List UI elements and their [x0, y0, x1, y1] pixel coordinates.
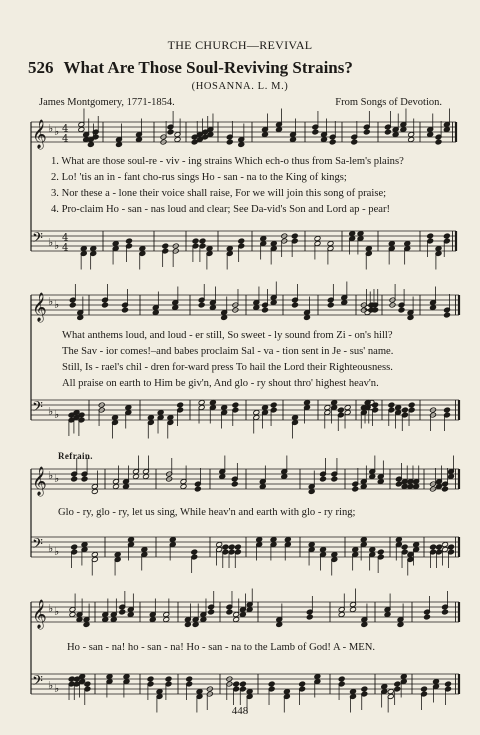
note-head-icon — [123, 674, 130, 680]
note-head-icon — [198, 302, 205, 308]
note-head-icon — [395, 405, 402, 411]
bass-clef-icon: 𝄢 — [32, 399, 43, 419]
note-head-icon — [395, 537, 402, 543]
flat-sign-icon: ♭ — [48, 236, 54, 249]
time-signature-icon: 4 — [62, 232, 69, 244]
note-head-icon — [226, 609, 233, 615]
lyric-verse-2-system-1: 2. Lo! 'tis an in - fant cho-rus sings Ho - san - na to the King of kings; — [51, 172, 347, 183]
note-head-icon — [253, 410, 260, 416]
note-head-icon — [304, 400, 311, 406]
note-head-icon — [442, 542, 449, 548]
note-head-icon — [90, 246, 97, 252]
note-head-icon — [91, 489, 98, 495]
note-head-icon — [116, 142, 123, 148]
note-head-icon — [281, 474, 288, 480]
note-head-icon — [184, 622, 191, 628]
note-head-icon — [401, 484, 408, 490]
note-head-icon — [351, 139, 358, 145]
note-head-icon — [77, 315, 84, 321]
lyric-refrain-system-4: Ho - san - na! ho - san - na! Ho - san - na to the Lamb of God! A - MEN. — [67, 642, 376, 653]
note-head-icon — [226, 139, 233, 145]
note-head-icon — [276, 127, 283, 133]
note-head-icon — [369, 547, 376, 553]
note-head-icon — [157, 410, 164, 416]
time-signature-icon: 4 — [62, 123, 69, 135]
note-head-icon — [239, 681, 246, 687]
treble-clef-icon: 𝄞 — [32, 119, 47, 148]
note-head-icon — [177, 402, 184, 408]
note-head-icon — [206, 246, 213, 252]
bass-clef-icon: 𝄢 — [32, 673, 43, 693]
note-head-icon — [152, 310, 159, 316]
note-head-icon — [222, 544, 229, 550]
note-head-icon — [349, 231, 356, 237]
bass-clef-icon: 𝄢 — [32, 230, 43, 250]
note-head-icon — [276, 622, 283, 628]
note-head-icon — [233, 681, 240, 687]
flat-sign-icon: ♭ — [48, 122, 54, 135]
lyric-verse-1-system-2: What anthems loud, and loud - er still, So sweet - ly sound from Zi - on's hill? — [62, 330, 393, 341]
note-head-icon — [167, 129, 174, 135]
note-head-icon — [369, 474, 376, 480]
note-head-icon — [71, 544, 78, 550]
flat-sign-icon: ♭ — [54, 125, 60, 138]
note-head-icon — [400, 674, 407, 680]
flat-sign-icon: ♭ — [54, 408, 60, 421]
note-head-icon — [331, 552, 338, 558]
note-head-icon — [442, 486, 449, 492]
note-head-icon — [232, 402, 239, 408]
note-head-icon — [246, 689, 253, 695]
note-head-icon — [365, 246, 372, 252]
note-head-icon — [350, 689, 357, 695]
note-head-icon — [80, 246, 87, 252]
note-head-icon — [143, 474, 150, 480]
hymn-number: 526 — [28, 58, 54, 77]
note-head-icon — [413, 542, 420, 548]
note-head-icon — [377, 549, 384, 555]
note-head-icon — [350, 607, 357, 613]
note-head-icon — [209, 400, 216, 406]
note-head-icon — [268, 681, 275, 687]
note-head-icon — [81, 476, 88, 482]
note-head-icon — [430, 305, 437, 311]
note-head-icon — [71, 476, 78, 482]
note-head-icon — [246, 607, 253, 613]
note-head-icon — [76, 617, 83, 623]
refrain-label: Refrain. — [58, 451, 93, 461]
note-head-icon — [433, 679, 440, 685]
note-head-icon — [149, 617, 156, 623]
note-head-icon — [424, 614, 431, 620]
note-head-icon — [156, 689, 163, 695]
note-head-icon — [444, 407, 451, 413]
note-head-icon — [443, 233, 450, 239]
note-head-icon — [270, 537, 277, 543]
note-head-icon — [199, 238, 206, 244]
note-head-icon — [387, 689, 394, 695]
note-head-icon — [427, 233, 434, 239]
note-head-icon — [338, 612, 345, 618]
note-head-icon — [308, 489, 315, 495]
note-head-icon — [239, 612, 246, 618]
note-head-icon — [363, 129, 370, 135]
note-head-icon — [290, 137, 297, 143]
note-head-icon — [407, 484, 414, 490]
note-head-icon — [196, 689, 203, 695]
note-head-icon — [79, 674, 86, 680]
note-head-icon — [421, 686, 428, 692]
note-head-icon — [408, 402, 415, 408]
note-head-icon — [198, 400, 205, 406]
note-head-icon — [324, 405, 331, 411]
note-head-icon — [208, 609, 215, 615]
note-head-icon — [192, 238, 199, 244]
note-head-icon — [69, 612, 76, 618]
note-head-icon — [321, 137, 328, 143]
note-head-icon — [308, 542, 315, 548]
note-head-icon — [110, 617, 117, 623]
time-signature-icon: 4 — [62, 133, 69, 145]
note-head-icon — [270, 241, 277, 247]
note-head-icon — [357, 231, 364, 237]
note-head-icon — [448, 544, 455, 550]
note-head-icon — [430, 544, 437, 550]
note-head-icon — [102, 617, 109, 623]
note-head-icon — [299, 681, 306, 687]
note-head-icon — [320, 476, 327, 482]
flat-sign-icon: ♭ — [54, 605, 60, 618]
note-head-icon — [194, 486, 201, 492]
note-head-icon — [283, 689, 290, 695]
music-source-credit: From Songs of Devotion. — [335, 97, 442, 108]
note-head-icon — [162, 243, 169, 249]
flat-sign-icon: ♭ — [54, 545, 60, 558]
note-head-icon — [78, 127, 85, 133]
tune-name: (HOSANNA. L. M.) — [191, 81, 289, 92]
note-head-icon — [361, 622, 368, 628]
note-head-icon — [341, 300, 348, 306]
note-head-icon — [87, 142, 94, 148]
note-head-icon — [400, 127, 407, 133]
note-head-icon — [331, 400, 338, 406]
note-head-icon — [262, 132, 269, 138]
note-head-icon — [292, 415, 299, 421]
note-head-icon — [262, 307, 269, 313]
lyric-refrain-system-3: Glo - ry, glo - ry, let us sing, While heav'n and earth with glo - ry ring; — [58, 507, 356, 518]
note-head-icon — [312, 129, 319, 135]
note-head-icon — [304, 315, 311, 321]
note-head-icon — [147, 415, 154, 421]
note-head-icon — [314, 674, 321, 680]
note-head-icon — [102, 302, 109, 308]
note-head-icon — [448, 474, 455, 480]
note-head-icon — [384, 129, 391, 135]
note-head-icon — [292, 302, 299, 308]
note-head-icon — [413, 484, 420, 490]
note-head-icon — [394, 681, 401, 687]
note-head-icon — [337, 407, 344, 413]
note-head-icon — [231, 481, 238, 487]
note-head-icon — [427, 132, 434, 138]
note-head-icon — [327, 241, 334, 247]
note-head-icon — [126, 238, 133, 244]
note-head-icon — [344, 405, 351, 411]
lyric-verse-3-system-2: Still, Is - rael's chil - dren for-ward press To hail the Lord their Righteousness. — [62, 362, 393, 373]
note-head-icon — [139, 246, 146, 252]
note-head-icon — [119, 609, 126, 615]
flat-sign-icon: ♭ — [48, 469, 54, 482]
note-head-icon — [169, 537, 176, 543]
treble-clef-icon: 𝄞 — [32, 292, 47, 321]
note-head-icon — [444, 312, 451, 318]
note-head-icon — [435, 246, 442, 252]
note-head-icon — [128, 537, 135, 543]
note-head-icon — [106, 674, 113, 680]
note-head-icon — [192, 622, 199, 628]
note-head-icon — [174, 137, 181, 143]
note-head-icon — [401, 407, 408, 413]
note-head-icon — [331, 476, 338, 482]
treble-clef-icon: 𝄞 — [32, 599, 47, 628]
note-head-icon — [284, 537, 291, 543]
author-credit: James Montgomery, 1771-1854. — [39, 97, 175, 108]
note-head-icon — [372, 402, 379, 408]
note-head-icon — [209, 305, 216, 311]
treble-clef-icon: 𝄞 — [32, 466, 47, 495]
note-head-icon — [401, 544, 408, 550]
note-head-icon — [147, 676, 154, 682]
note-head-icon — [165, 676, 172, 682]
note-head-icon — [361, 686, 368, 692]
note-head-icon — [114, 552, 121, 558]
flat-sign-icon: ♭ — [48, 542, 54, 555]
note-head-icon — [260, 236, 267, 242]
note-head-icon — [338, 676, 345, 682]
note-head-icon — [360, 537, 367, 543]
note-head-icon — [314, 236, 321, 242]
note-head-icon — [360, 484, 367, 490]
note-head-icon — [407, 315, 414, 321]
note-head-icon — [404, 241, 411, 247]
note-head-icon — [172, 305, 179, 311]
note-head-icon — [122, 307, 129, 313]
note-head-icon — [226, 246, 233, 252]
note-head-icon — [398, 307, 405, 313]
flat-sign-icon: ♭ — [48, 679, 54, 692]
note-head-icon — [83, 622, 90, 628]
note-head-icon — [395, 481, 402, 487]
note-head-icon — [133, 474, 140, 480]
note-head-icon — [233, 617, 240, 623]
note-head-icon — [91, 552, 98, 558]
note-head-icon — [69, 302, 76, 308]
note-head-icon — [306, 614, 313, 620]
note-head-icon — [219, 474, 226, 480]
note-head-icon — [112, 241, 119, 247]
note-head-icon — [270, 402, 277, 408]
note-head-icon — [388, 402, 395, 408]
note-head-icon — [262, 405, 269, 411]
lyric-verse-2-system-2: The Sav - ior comes!–and babes proclaim Sal - va - tion sent in Je - sus' name. — [62, 346, 394, 357]
lyric-verse-3-system-1: 3. Nor these a - lone their voice shall raise, For we will join this song of praise; — [51, 188, 387, 199]
note-head-icon — [408, 137, 415, 143]
hymn-title: What Are Those Soul-Reviving Strains? — [63, 58, 353, 77]
flat-sign-icon: ♭ — [48, 602, 54, 615]
note-head-icon — [320, 547, 327, 553]
note-head-icon — [270, 300, 277, 306]
note-head-icon — [352, 547, 359, 553]
note-head-icon — [407, 552, 414, 558]
note-head-icon — [381, 684, 388, 690]
bass-clef-icon: 𝄢 — [32, 536, 43, 556]
note-head-icon — [238, 238, 245, 244]
note-head-icon — [234, 544, 241, 550]
note-head-icon — [81, 542, 88, 548]
note-head-icon — [167, 415, 174, 421]
flat-sign-icon: ♭ — [54, 239, 60, 252]
flat-sign-icon: ♭ — [54, 472, 60, 485]
note-head-icon — [186, 676, 193, 682]
note-head-icon — [125, 405, 132, 411]
note-head-icon — [436, 544, 443, 550]
note-head-icon — [228, 544, 235, 550]
note-head-icon — [112, 415, 119, 421]
note-head-icon — [392, 132, 399, 138]
note-head-icon — [377, 479, 384, 485]
flat-sign-icon: ♭ — [54, 298, 60, 311]
note-head-icon — [221, 315, 228, 321]
note-head-icon — [113, 484, 120, 490]
note-head-icon — [216, 542, 223, 548]
note-head-icon — [445, 681, 452, 687]
note-head-icon — [256, 537, 263, 543]
note-head-icon — [291, 233, 298, 239]
note-head-icon — [141, 547, 148, 553]
note-head-icon — [221, 405, 228, 411]
note-head-icon — [259, 484, 266, 490]
note-head-icon — [443, 127, 450, 133]
note-head-icon — [127, 612, 134, 618]
note-head-icon — [329, 139, 336, 145]
time-signature-icon: 4 — [62, 242, 69, 254]
flat-sign-icon: ♭ — [48, 405, 54, 418]
note-head-icon — [442, 609, 449, 615]
note-head-icon — [327, 302, 334, 308]
note-head-icon — [136, 137, 143, 143]
note-head-icon — [397, 622, 404, 628]
page-number: 448 — [231, 705, 249, 717]
note-head-icon — [123, 484, 130, 490]
flat-sign-icon: ♭ — [48, 295, 54, 308]
flat-sign-icon: ♭ — [54, 682, 60, 695]
note-head-icon — [384, 612, 391, 618]
note-head-icon — [180, 484, 187, 490]
lyric-verse-1-system-1: 1. What are those soul-re - viv - ing strains Which ech-o thus from Sa-lem's plains? — [51, 156, 404, 167]
section-heading: THE CHURCH—REVIVAL — [167, 38, 313, 52]
note-head-icon — [435, 139, 442, 145]
note-head-icon — [238, 142, 245, 148]
note-head-icon — [253, 305, 260, 311]
note-head-icon — [352, 486, 359, 492]
note-head-icon — [200, 617, 207, 623]
note-head-icon — [388, 241, 395, 247]
lyric-verse-4-system-1: 4. Pro-claim Ho - san - nas loud and clear; See Da-vid's Son and Lord ap - pear! — [51, 204, 391, 215]
lyric-verse-4-system-2: All praise on earth to Him be giv'n, And glo - ry shout thro' highest heav'n. — [62, 378, 379, 389]
note-head-icon — [191, 549, 198, 555]
note-head-icon — [436, 484, 443, 490]
note-head-icon — [163, 617, 170, 623]
